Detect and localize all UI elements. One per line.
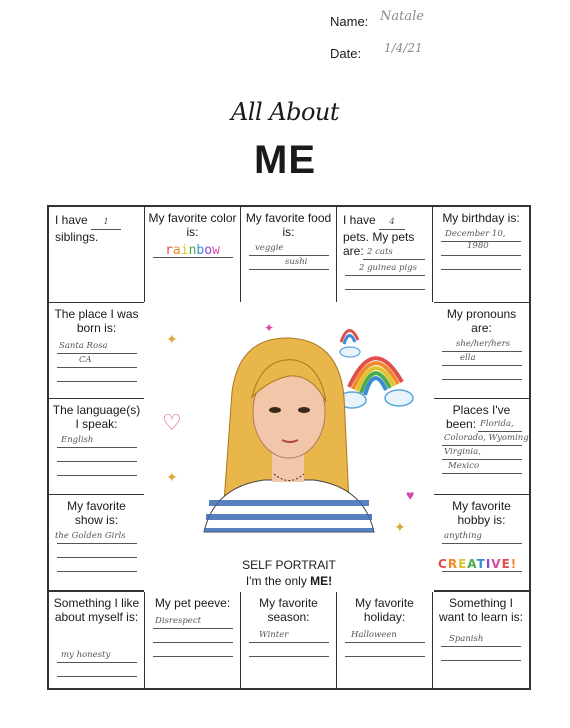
like-line-1 (57, 662, 137, 663)
pets-line-2 (345, 275, 425, 276)
cell-birthday (432, 206, 530, 303)
pronouns-answer-2[interactable]: ella (460, 353, 476, 363)
food-line-1 (249, 255, 329, 256)
language-question: The language(s) I speak: (52, 403, 141, 431)
hobby-question: My favorite hobby is: (452, 499, 511, 527)
language-line-3 (57, 475, 137, 476)
sparkle-icon: ✦ (264, 321, 275, 335)
food-answer-2[interactable]: sushi (285, 257, 308, 267)
born-question: The place I was born is: (54, 307, 139, 335)
birthday-line-2 (441, 255, 521, 256)
holiday-question: My favorite holiday: (355, 596, 414, 624)
self-portrait-drawing (144, 302, 434, 552)
cell-peeve (144, 591, 241, 689)
food-answer-1[interactable]: veggie (255, 243, 284, 253)
pronouns-answer-1[interactable]: she/her/hers (456, 339, 511, 349)
places-answer-2[interactable]: Colorado, Wyoming (444, 433, 529, 443)
season-question: My favorite season: (259, 596, 318, 624)
stripe-1 (209, 500, 369, 506)
show-answer[interactable]: the Golden Girls (55, 531, 126, 541)
self-portrait-area (144, 302, 434, 592)
places-answer-1[interactable]: Florida, (480, 419, 514, 429)
places-line-1 (478, 431, 522, 432)
date-label: Date: (330, 46, 362, 61)
holiday-line-2 (345, 656, 425, 657)
cell-siblings (48, 206, 145, 303)
name-value[interactable]: Natale (380, 9, 424, 24)
peeve-line-3 (153, 656, 233, 657)
portrait-caption-2-bold: ME! (310, 574, 333, 588)
small-rainbow-icon (340, 330, 360, 357)
show-question: My favorite show is: (67, 499, 126, 527)
pronouns-line-1 (442, 351, 522, 352)
stripe-3 (204, 528, 374, 532)
title-all-about: All About (230, 98, 340, 126)
star-icon-3: ✦ (394, 519, 406, 535)
season-line-1 (249, 642, 329, 643)
birthday-answer-2[interactable]: 1980 (467, 241, 489, 251)
like-question: Something I like about myself is: (53, 596, 140, 624)
season-line-2 (249, 656, 329, 657)
places-answer-3[interactable]: Virginia, (444, 447, 481, 457)
cell-pronouns (433, 302, 530, 399)
pets-line-1 (363, 259, 425, 260)
star-icon-2: ✦ (166, 469, 178, 485)
birthday-line-3 (441, 269, 521, 270)
learn-line-2 (441, 660, 521, 661)
show-line-1 (57, 543, 137, 544)
portrait-caption-2 (144, 574, 434, 588)
peeve-line-1 (153, 628, 233, 629)
birthday-answer-1[interactable]: December 10, (445, 229, 506, 239)
portrait-caption-2-prefix: I'm the only (245, 574, 311, 588)
cell-learn (432, 591, 530, 689)
places-question-a: Places I've (452, 403, 511, 417)
born-line-1 (57, 353, 137, 354)
siblings-suffix: siblings. (55, 230, 99, 244)
places-line-3 (442, 459, 522, 460)
places-line-4 (442, 473, 522, 474)
cell-food (240, 206, 337, 303)
cell-language (48, 398, 145, 495)
cell-show (48, 494, 145, 591)
pets-mid: pets. My pets are: (343, 230, 415, 258)
right-eye (298, 407, 310, 413)
cell-like (48, 591, 145, 689)
heart-icon: ♡ (162, 410, 182, 435)
learn-answer[interactable]: Spanish (449, 634, 484, 644)
rainbow-icon (338, 358, 413, 408)
pronouns-question: My pronouns are: (446, 307, 517, 335)
holiday-line-1 (345, 642, 425, 643)
places-line-2 (442, 445, 522, 446)
cell-born (48, 302, 145, 399)
cell-season (240, 591, 337, 689)
show-line-2 (57, 557, 137, 558)
food-line-2 (249, 269, 329, 270)
cell-hobby (433, 494, 530, 591)
peeve-line-2 (153, 642, 233, 643)
about-me-grid (47, 205, 531, 690)
star-icon: ✦ (166, 331, 178, 347)
pets-count[interactable]: 4 (379, 215, 405, 230)
holiday-answer[interactable]: Halloween (351, 630, 397, 640)
hobby-answer[interactable]: anything (444, 531, 482, 541)
hobby-line-1 (442, 543, 522, 544)
name-row (330, 14, 368, 29)
birthday-question: My birthday is: (442, 211, 520, 225)
hobby-line-2 (442, 571, 522, 572)
food-question: My favorite food is: (245, 211, 332, 239)
peeve-answer[interactable]: Disrespect (155, 616, 201, 626)
places-answer-4[interactable]: Mexico (448, 461, 480, 471)
language-line-2 (57, 461, 137, 462)
portrait-caption-1: SELF PORTRAIT (242, 558, 336, 572)
color-line-1 (153, 257, 233, 258)
language-answer[interactable]: English (61, 435, 94, 445)
title-me: ME (254, 138, 316, 182)
date-row (330, 46, 361, 61)
name-label: Name: (330, 14, 369, 29)
like-answer[interactable]: my honesty (61, 650, 111, 660)
born-line-3 (57, 381, 137, 382)
color-question: My favorite color is: (148, 211, 237, 239)
pronouns-line-3 (442, 379, 522, 380)
like-line-2 (57, 676, 137, 677)
pronouns-line-2 (442, 365, 522, 366)
color-answer[interactable]: rainbow (165, 243, 220, 258)
hobby-answer-big[interactable]: CREATIVE! (438, 557, 518, 571)
cell-holiday (336, 591, 433, 689)
date-value[interactable]: 1/4/21 (384, 41, 423, 55)
language-line-1 (57, 447, 137, 448)
born-answer-1[interactable]: Santa Rosa (59, 341, 108, 351)
siblings-value[interactable]: 1 (91, 215, 121, 230)
places-question-b: been: (446, 417, 477, 431)
left-eye (269, 407, 281, 413)
learn-question: Something I want to learn is: (438, 596, 524, 624)
show-line-3 (57, 571, 137, 572)
born-answer-2[interactable]: CA (79, 355, 92, 365)
pets-answer-1[interactable]: 2 cats (367, 247, 393, 257)
cell-color (144, 206, 241, 303)
season-answer[interactable]: Winter (259, 630, 289, 640)
cell-pets (336, 206, 433, 303)
heart-icon-2: ♥ (406, 487, 415, 503)
pets-line-3 (345, 289, 425, 290)
learn-line-1 (441, 646, 521, 647)
stripe-2 (206, 514, 372, 520)
pets-answer-2[interactable]: 2 guinea pigs (359, 263, 417, 273)
born-line-2 (57, 367, 137, 368)
pets-prefix: I have (343, 213, 376, 227)
siblings-prefix: I have (55, 213, 88, 227)
peeve-question: My pet peeve: (154, 596, 231, 610)
cell-places (433, 398, 530, 495)
